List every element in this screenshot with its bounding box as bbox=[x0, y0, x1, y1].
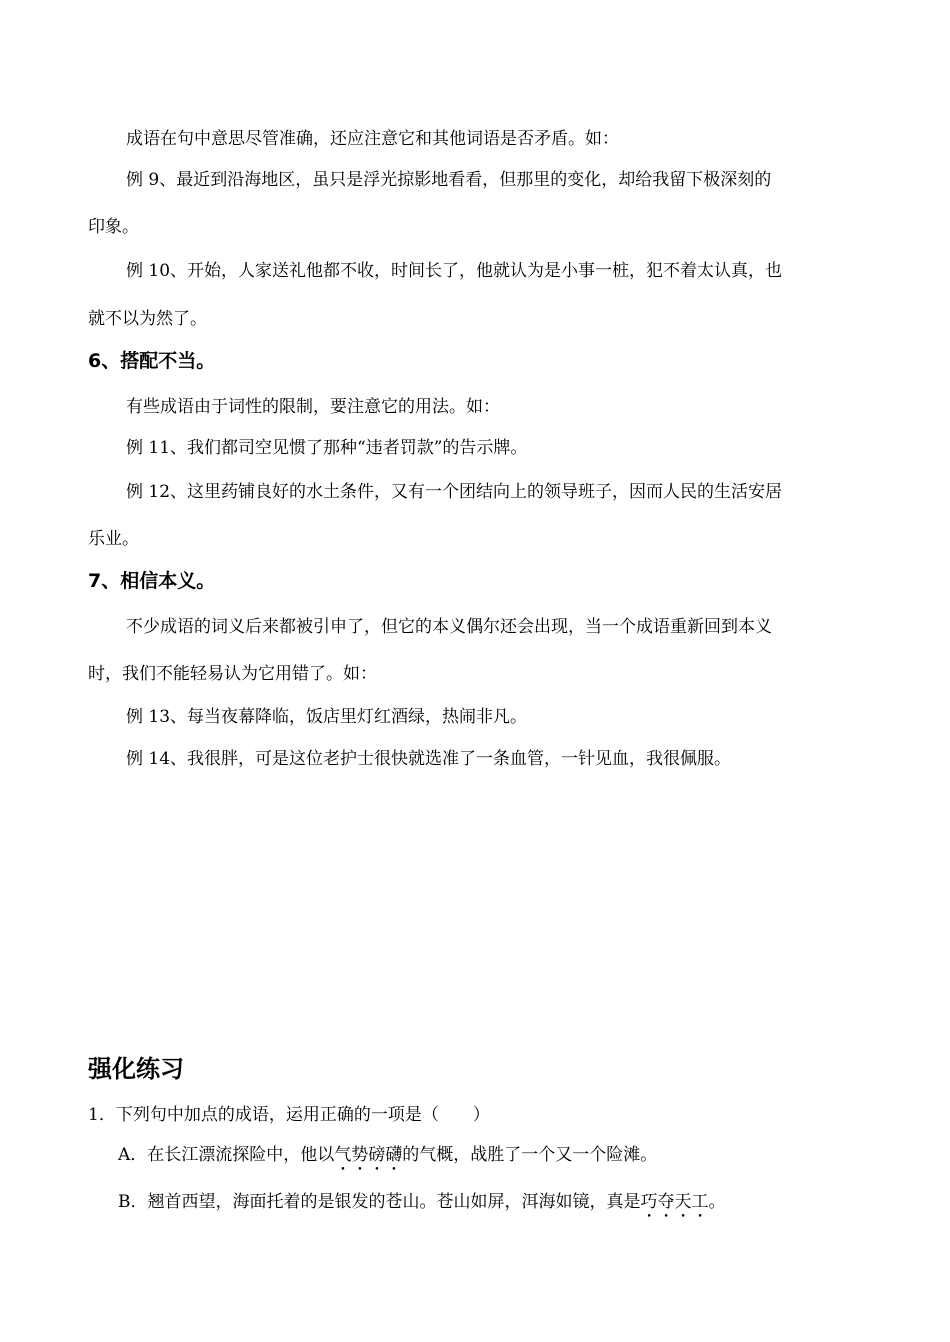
option-b bbox=[118, 1190, 868, 1222]
section7-intro-line2: 时，我们不能轻易认为它用错了。如： bbox=[88, 664, 377, 684]
example-12-line2: 乐业。 bbox=[88, 529, 139, 549]
section7-intro-line1: 不少成语的词义后来都被引申了，但它的本义偶尔还会出现，当一个成语重新回到本义 bbox=[126, 617, 772, 637]
example-10-line2: 就不以为然了。 bbox=[88, 309, 207, 329]
example-14: 例 14、我很胖，可是这位老护士很快就选准了一条血管，一针见血，我很佩服。 bbox=[126, 749, 732, 769]
option-a-text-before: A．在长江漂流探险中，他以 bbox=[118, 1145, 335, 1165]
example-10-line1: 例 10、开始，人家送礼他都不收，时间长了，他就认为是小事一桩，犯不着太认真，也 bbox=[126, 261, 783, 281]
example-12-line1: 例 12、这里药铺良好的水土条件，又有一个团结向上的领导班子，因而人民的生活安居 bbox=[126, 482, 783, 502]
example-13: 例 13、每当夜幕降临，饭店里灯红酒绿，热闹非凡。 bbox=[126, 707, 528, 727]
practice-heading: 强化练习 bbox=[88, 1055, 184, 1083]
section6-intro: 有些成语由于词性的限制，要注意它的用法。如： bbox=[126, 397, 500, 417]
option-b-text-after: 。 bbox=[708, 1192, 726, 1212]
example-11: 例 11、我们都司空见惯了那种“违者罚款”的告示牌。 bbox=[126, 438, 528, 458]
option-b-idiom: 巧夺天工 bbox=[640, 1192, 709, 1212]
option-a bbox=[118, 1143, 868, 1175]
example-9-line2: 印象。 bbox=[88, 217, 139, 237]
section7-heading: 7、相信本义。 bbox=[88, 570, 216, 592]
option-a-idiom: 气势磅礴 bbox=[334, 1145, 403, 1165]
question-1: 1．下列句中加点的成语，运用正确的一项是（ ） bbox=[88, 1105, 490, 1125]
section6-heading: 6、搭配不当。 bbox=[88, 350, 216, 372]
section5-intro: 成语在句中意思尽管准确，还应注意它和其他词语是否矛盾。如： bbox=[126, 129, 619, 149]
option-a-text-after: 的气概，战胜了一个又一个险滩。 bbox=[402, 1145, 658, 1165]
option-b-text-before: B．翘首西望，海面托着的是银发的苍山。苍山如屏，洱海如镜，真是 bbox=[118, 1192, 641, 1212]
example-9-line1: 例 9、最近到沿海地区，虽只是浮光掠影地看看，但那里的变化，却给我留下极深刻的 bbox=[126, 170, 772, 190]
